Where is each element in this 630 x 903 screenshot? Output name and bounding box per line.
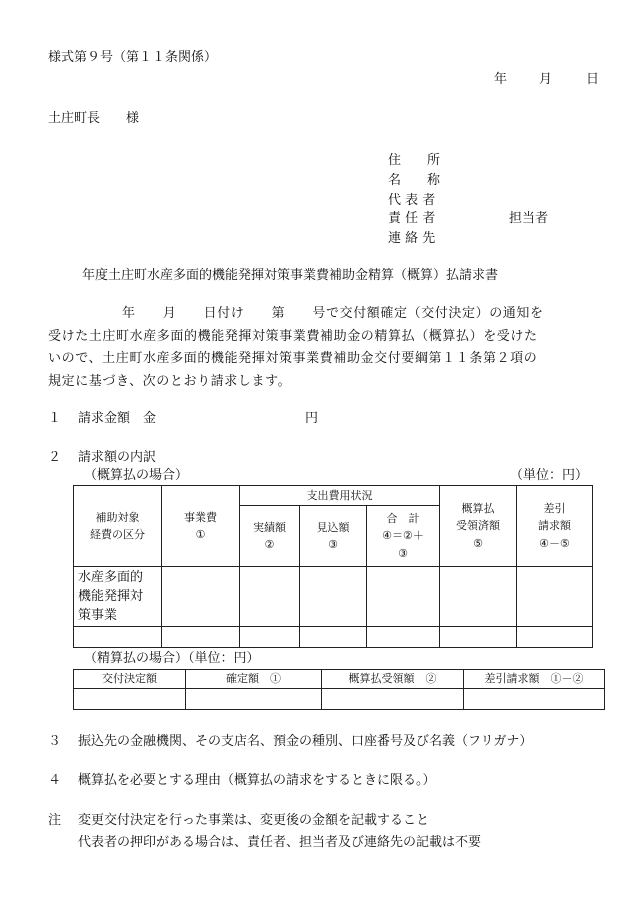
body-paragraph [48, 303, 600, 393]
settle-header-decision: 交付決定額 [74, 670, 186, 689]
approx-unit: （単位：円） [510, 468, 589, 483]
settle-cell-confirmed[interactable] [186, 689, 322, 710]
header-received: 概算払 受領済額 ⑤ [440, 486, 517, 567]
item1-label: 請求金額 金 [78, 411, 157, 426]
cell-total[interactable] [367, 567, 440, 627]
name-label: 名 称 [388, 173, 441, 188]
header-actual: 実績額 ② [240, 506, 300, 567]
notes-label: 注 [48, 813, 62, 828]
cell-actual[interactable] [240, 567, 300, 627]
settle-cell-received[interactable] [322, 689, 464, 710]
form-number: 様式第９号（第１１条関係） [48, 50, 218, 65]
settle-header-confirmed: 確定額 ① [186, 670, 322, 689]
date-day: 日 [586, 72, 600, 87]
notes-line-2: 代表者の押印がある場合は、責任者、担当者及び連絡先の記載は不要 [78, 835, 482, 850]
table-row [74, 689, 605, 710]
notes-line-1: 変更交付決定を行った事業は、変更後の金額を記載すること [78, 813, 430, 828]
document-title: 年度土庄町水産多面的機能発揮対策事業費補助金精算（概算）払請求書 [82, 268, 499, 283]
cell-project-cost[interactable] [162, 567, 240, 627]
item1-yen: 円 [305, 411, 319, 426]
approx-title: （概算払の場合） [84, 468, 189, 483]
cell-estimate[interactable] [300, 567, 367, 627]
addressee: 土庄町長 様 [48, 111, 140, 126]
settle-header-received: 概算払受領額 ② [322, 670, 464, 689]
item3-text: 振込先の金融機関、その支店名、預金の種別、口座番号及び名義（フリガナ） [78, 734, 533, 749]
settle-cell-decision[interactable] [74, 689, 186, 710]
cell-empty[interactable] [240, 627, 300, 648]
cell-empty[interactable] [162, 627, 240, 648]
row-category-label: 水産多面的 機能発揮対 策事業 [74, 567, 162, 627]
item1-number: １ [48, 411, 62, 426]
person-in-charge-label: 担当者 [509, 211, 549, 226]
table-row [74, 627, 593, 648]
item2-number: ２ [48, 450, 62, 465]
cell-diff[interactable] [517, 567, 593, 627]
cell-empty[interactable] [517, 627, 593, 648]
approx-table [73, 485, 593, 648]
body-line-2: 受けた土庄町水産多面的機能発揮対策事業費補助金の精算払（概算払）を受けた [48, 328, 538, 344]
contact-label: 連 絡 先 [388, 231, 436, 246]
date-year: 年 [494, 72, 508, 87]
body-line-3: いので、土庄町水産多面的機能発揮対策事業費補助金交付要綱第１１条第２項の [48, 351, 538, 366]
cell-empty[interactable] [74, 627, 162, 648]
header-project-cost: 事業費 ① [162, 486, 240, 567]
item2-label: 請求額の内訳 [78, 450, 157, 465]
body-line-4: 規定に基づき、次のとおり請求します。 [48, 373, 292, 389]
cell-empty[interactable] [367, 627, 440, 648]
body-line-1: 年 月 日付け 第 号で交付額確定（交付決定）の通知を [122, 306, 544, 321]
date-month: 月 [539, 72, 553, 87]
table-row [74, 567, 593, 627]
cell-empty[interactable] [440, 627, 517, 648]
header-diff: 差引 請求額 ④－⑤ [517, 486, 593, 567]
settle-title: （精算払の場合）（単位：円） [84, 651, 260, 666]
address-label: 住 所 [388, 153, 441, 168]
header-estimate: 見込額 ③ [300, 506, 367, 567]
settle-table [73, 669, 605, 710]
representative-label: 代 表 者 [388, 193, 436, 208]
cell-received[interactable] [440, 567, 517, 627]
responsible-label: 責 任 者 [388, 211, 436, 226]
cell-empty[interactable] [300, 627, 367, 648]
settle-cell-diff[interactable] [464, 689, 605, 710]
header-expense-status: 支出費用状況 [240, 486, 440, 506]
header-total: 合 計 ④＝②＋ ③ [367, 506, 440, 567]
item4-text: 概算払を必要とする理由（概算払の請求をするときに限る。） [78, 773, 436, 788]
header-category: 補助対象 経費の区分 [74, 486, 162, 567]
item3-number: ３ [48, 734, 62, 749]
settle-header-diff: 差引請求額 ①－② [464, 670, 605, 689]
item4-number: ４ [48, 773, 62, 788]
